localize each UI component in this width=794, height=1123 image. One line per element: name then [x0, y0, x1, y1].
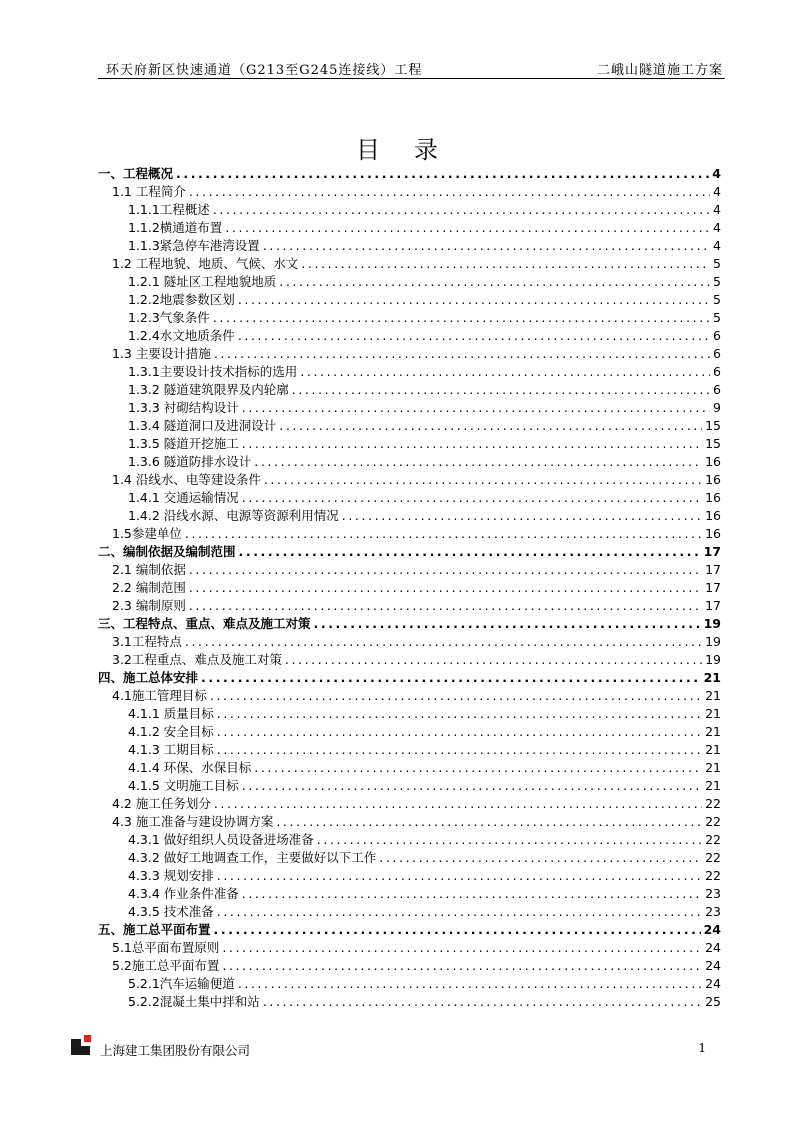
toc-leader-dots	[242, 435, 702, 453]
toc-leader-dots	[300, 363, 710, 381]
page-footer	[70, 1035, 720, 1059]
toc-leader-dots	[285, 651, 702, 669]
toc-entry-label: 三、工程特点、重点、难点及施工对策	[98, 616, 311, 631]
toc-entry-label: 1.3.6 隧道防排水设计	[128, 454, 252, 469]
toc-leader-dots	[217, 705, 702, 723]
toc-entry[interactable]	[98, 597, 721, 615]
toc-entry[interactable]	[98, 237, 721, 255]
toc-entry[interactable]	[98, 255, 721, 273]
toc-entry-page: 5	[713, 292, 721, 307]
toc-entry-label: 4.3.3 规划安排	[128, 868, 214, 883]
toc-leader-dots	[238, 975, 702, 993]
toc-entry[interactable]	[98, 777, 721, 795]
toc-entry-label: 4.1.1 质量目标	[128, 706, 214, 721]
toc-entry[interactable]	[98, 507, 721, 525]
toc-entry[interactable]	[98, 939, 721, 957]
toc-entry-label: 5.2施工总平面布置	[112, 958, 220, 973]
toc-entry-label: 1.3.1主要设计技术指标的选用	[128, 364, 298, 379]
toc-entry-label: 1.2.1 隧址区工程地貌地质	[128, 274, 277, 289]
toc-leader-dots	[242, 777, 702, 795]
toc-entry[interactable]	[98, 471, 721, 489]
toc-entry-label: 1.3.5 隧道开挖施工	[128, 436, 239, 451]
toc-entry-page: 24	[705, 958, 721, 973]
toc-leader-dots	[213, 201, 710, 219]
toc-entry-label: 1.1.3紧急停车港湾设置	[128, 238, 260, 253]
toc-entry[interactable]	[98, 309, 721, 327]
toc-leader-dots	[279, 417, 702, 435]
toc-entry-page: 21	[705, 778, 721, 793]
toc-entry-label: 4.2 施工任务划分	[112, 796, 211, 811]
toc-entry-page: 4	[712, 166, 721, 181]
toc-entry-label: 1.3 主要设计措施	[112, 346, 211, 361]
toc-leader-dots	[189, 579, 702, 597]
toc-entry[interactable]	[98, 885, 721, 903]
toc-entry-page: 6	[713, 364, 721, 379]
toc-leader-dots	[214, 795, 702, 813]
toc-entry-page: 16	[705, 490, 721, 505]
toc-entry-page: 23	[705, 904, 721, 919]
toc-leader-dots	[176, 165, 709, 183]
toc-entry[interactable]	[98, 345, 721, 363]
toc-entry[interactable]	[98, 723, 721, 741]
toc-leader-dots	[189, 597, 702, 615]
toc-entry[interactable]	[98, 975, 721, 993]
toc-entry[interactable]	[98, 615, 721, 633]
toc-entry[interactable]	[98, 363, 721, 381]
toc-leader-dots	[217, 867, 702, 885]
toc-entry-page: 9	[713, 400, 721, 415]
toc-leader-dots	[254, 453, 702, 471]
toc-entry-page: 22	[705, 850, 721, 865]
toc-entry-label: 二、编制依据及编制范围	[98, 544, 236, 559]
toc-leader-dots	[263, 237, 710, 255]
toc-entry-label: 2.3 编制原则	[112, 598, 186, 613]
toc-leader-dots	[210, 687, 702, 705]
toc-entry-label: 1.4.2 沿线水源、电源等资源利用情况	[128, 508, 339, 523]
toc-entry[interactable]	[98, 399, 721, 417]
toc-leader-dots	[276, 813, 702, 831]
toc-leader-dots	[239, 543, 701, 561]
toc-entry-page: 21	[705, 688, 721, 703]
toc-entry[interactable]	[98, 183, 721, 201]
toc-leader-dots	[342, 507, 702, 525]
toc-leader-dots	[279, 273, 710, 291]
toc-entry-page: 24	[705, 940, 721, 955]
toc-leader-dots	[222, 957, 702, 975]
toc-entry-label: 4.3.5 技术准备	[128, 904, 214, 919]
toc-entry-page: 4	[713, 202, 721, 217]
page-header	[98, 57, 725, 77]
toc-leader-dots	[222, 939, 702, 957]
toc-entry[interactable]	[98, 669, 721, 687]
toc-entry-page: 6	[713, 346, 721, 361]
toc-leader-dots	[264, 471, 702, 489]
toc-entry[interactable]	[98, 705, 721, 723]
toc-entry[interactable]	[98, 633, 721, 651]
toc-entry-page: 21	[705, 724, 721, 739]
toc-entry-page: 21	[705, 742, 721, 757]
toc-leader-dots	[314, 615, 701, 633]
toc-leader-dots	[214, 921, 701, 939]
toc-entry-label: 4.1.5 文明施工目标	[128, 778, 239, 793]
toc-leader-dots	[217, 741, 702, 759]
toc-entry[interactable]	[98, 759, 721, 777]
toc-entry-page: 5	[713, 310, 721, 325]
toc-entry[interactable]	[98, 561, 721, 579]
toc-entry[interactable]	[98, 417, 721, 435]
toc-entry-label: 1.4.1 交通运输情况	[128, 490, 239, 505]
page-number: 1	[698, 1041, 706, 1055]
toc-entry-page: 24	[703, 922, 721, 937]
toc-entry-label: 4.3.2 做好工地调查工作，主要做好以下工作	[128, 850, 377, 865]
company-name: 上海建工集团股份有限公司	[100, 1043, 251, 1058]
toc-entry-page: 5	[713, 274, 721, 289]
toc-entry-label: 5.1总平面布置原则	[112, 940, 220, 955]
toc-entry[interactable]	[98, 921, 721, 939]
toc-entry-label: 2.1 编制依据	[112, 562, 186, 577]
toc-entry[interactable]	[98, 525, 721, 543]
toc-entry-page: 23	[705, 886, 721, 901]
toc-entry-label: 1.5参建单位	[112, 526, 182, 541]
toc-entry-page: 4	[713, 220, 721, 235]
toc-entry[interactable]	[98, 687, 721, 705]
toc-entry-page: 6	[713, 328, 721, 343]
company-logo-icon	[70, 1035, 96, 1055]
toc-entry-page: 17	[705, 580, 721, 595]
toc-entry-page: 21	[703, 670, 721, 685]
toc-entry[interactable]	[98, 993, 721, 1011]
toc-leader-dots	[238, 291, 710, 309]
toc-entry-page: 16	[705, 472, 721, 487]
toc-leader-dots	[292, 381, 710, 399]
toc-entry-label: 五、施工总平面布置	[98, 922, 211, 937]
toc-leader-dots	[242, 399, 710, 417]
toc-entry-label: 4.1.2 安全目标	[128, 724, 214, 739]
toc-entry-label: 1.1.1工程概述	[128, 202, 210, 217]
header-divider	[98, 78, 725, 79]
toc-entry-label: 5.2.2混凝土集中拌和站	[128, 994, 260, 1009]
toc-leader-dots	[217, 903, 702, 921]
toc-entry-page: 4	[713, 238, 721, 253]
toc-entry[interactable]	[98, 813, 721, 831]
toc-entry-page: 16	[705, 454, 721, 469]
toc-entry-label: 1.1.2横通道布置	[128, 220, 223, 235]
toc-leader-dots	[242, 489, 702, 507]
toc-entry-label: 1.4 沿线水、电等建设条件	[112, 472, 261, 487]
toc-leader-dots	[214, 345, 710, 363]
toc-entry-page: 19	[703, 616, 721, 631]
toc-entry-page: 24	[705, 976, 721, 991]
toc-entry-page: 25	[705, 994, 721, 1009]
toc-leader-dots	[217, 723, 702, 741]
toc-entry-label: 3.2工程重点、难点及施工对策	[112, 652, 282, 667]
toc-entry-label: 4.1施工管理目标	[112, 688, 207, 703]
toc-leader-dots	[201, 669, 701, 687]
toc-entry[interactable]	[98, 165, 721, 183]
toc-entry[interactable]	[98, 291, 721, 309]
toc-entry-label: 四、施工总体安排	[98, 670, 199, 685]
toc-entry-page: 19	[705, 652, 721, 667]
toc-entry[interactable]	[98, 849, 721, 867]
toc-entry-label: 1.3.4 隧道洞口及进洞设计	[128, 418, 277, 433]
toc-leader-dots	[213, 309, 710, 327]
toc-leader-dots	[301, 255, 710, 273]
toc-entry-page: 22	[705, 832, 721, 847]
toc-entry[interactable]	[98, 957, 721, 975]
toc-entry-label: 2.2 编制范围	[112, 580, 186, 595]
toc-entry[interactable]	[98, 201, 721, 219]
toc-leader-dots	[379, 849, 702, 867]
toc-leader-dots	[254, 759, 702, 777]
toc-entry-label: 4.3.4 作业条件准备	[128, 886, 239, 901]
toc-entry-page: 19	[705, 634, 721, 649]
toc-entry[interactable]	[98, 489, 721, 507]
toc-entry[interactable]	[98, 741, 721, 759]
header-document-title: 二峨山隧道施工方案	[596, 63, 723, 78]
toc-entry-label: 1.3.3 衬砌结构设计	[128, 400, 239, 415]
toc-entry-page: 6	[713, 382, 721, 397]
toc-entry[interactable]	[98, 453, 721, 471]
toc-entry-page: 21	[705, 706, 721, 721]
toc-entry-page: 4	[713, 184, 721, 199]
toc-entry-label: 4.1.3 工期目标	[128, 742, 214, 757]
toc-entry[interactable]	[98, 273, 721, 291]
toc-entry-page: 15	[705, 436, 721, 451]
toc-leader-dots	[317, 831, 702, 849]
toc-title: 目录	[356, 136, 472, 164]
toc-entry-label: 4.3 施工准备与建设协调方案	[112, 814, 274, 829]
toc-leader-dots	[189, 561, 702, 579]
toc-entry-label: 一、工程概况	[98, 166, 174, 181]
toc-entry[interactable]	[98, 327, 721, 345]
toc-entry-page: 22	[705, 868, 721, 883]
toc-entry[interactable]	[98, 795, 721, 813]
toc-entry-label: 1.2.2地震参数区划	[128, 292, 235, 307]
toc-entry[interactable]	[98, 867, 721, 885]
toc-entry-page: 22	[705, 814, 721, 829]
toc-entry-label: 1.2 工程地貌、地质、气候、水文	[112, 256, 299, 271]
table-of-contents	[98, 165, 721, 1011]
toc-entry-page: 16	[705, 526, 721, 541]
toc-entry-label: 1.1 工程简介	[112, 184, 186, 199]
toc-entry[interactable]	[98, 903, 721, 921]
toc-entry[interactable]	[98, 831, 721, 849]
toc-leader-dots	[185, 525, 702, 543]
toc-leader-dots	[189, 183, 710, 201]
toc-leader-dots	[242, 885, 702, 903]
header-project-title: 环天府新区快速通道（G213至G245连接线）工程	[106, 63, 423, 78]
toc-entry[interactable]	[98, 579, 721, 597]
toc-entry-label: 3.1工程特点	[112, 634, 182, 649]
toc-leader-dots	[238, 327, 710, 345]
toc-entry[interactable]	[98, 651, 721, 669]
toc-entry[interactable]	[98, 435, 721, 453]
toc-entry-page: 17	[705, 598, 721, 613]
toc-entry-page: 16	[705, 508, 721, 523]
toc-entry[interactable]	[98, 219, 721, 237]
toc-entry-label: 1.3.2 隧道建筑限界及内轮廓	[128, 382, 289, 397]
toc-entry-label: 5.2.1汽车运输便道	[128, 976, 235, 991]
toc-entry-page: 17	[705, 562, 721, 577]
toc-entry-label: 4.3.1 做好组织人员设备进场准备	[128, 832, 314, 847]
toc-entry[interactable]	[98, 381, 721, 399]
toc-entry-page: 22	[705, 796, 721, 811]
toc-entry-page: 15	[705, 418, 721, 433]
toc-entry-label: 1.2.4水文地质条件	[128, 328, 235, 343]
toc-leader-dots	[263, 993, 702, 1011]
toc-entry-label: 1.2.3气象条件	[128, 310, 210, 325]
toc-entry-page: 17	[703, 544, 721, 559]
toc-leader-dots	[185, 633, 702, 651]
toc-leader-dots	[225, 219, 710, 237]
toc-entry-page: 5	[713, 256, 721, 271]
toc-entry[interactable]	[98, 543, 721, 561]
toc-entry-label: 4.1.4 环保、水保目标	[128, 760, 252, 775]
toc-entry-page: 21	[705, 760, 721, 775]
